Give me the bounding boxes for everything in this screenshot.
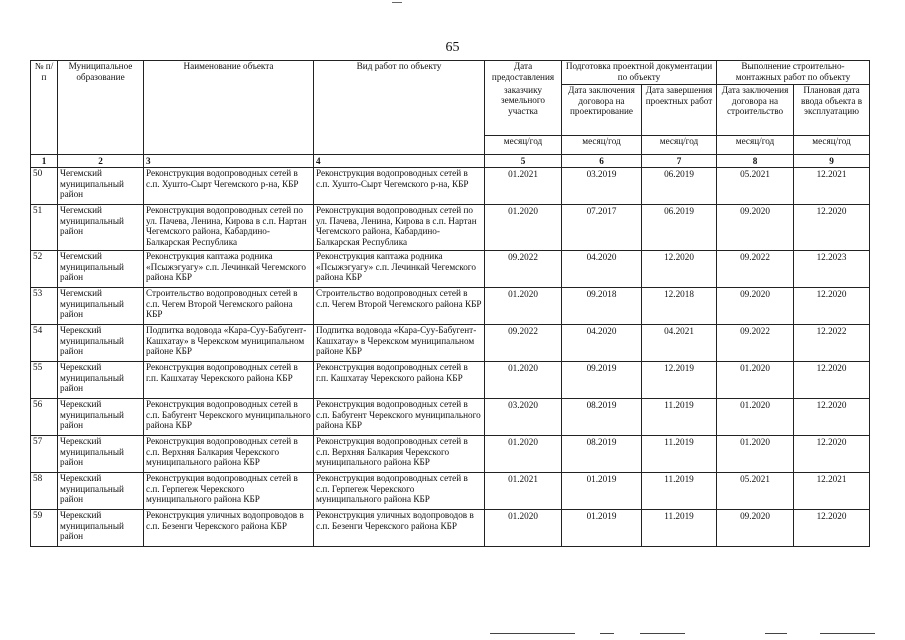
row-land-date: 01.2021 xyxy=(485,473,562,510)
row-number: 58 xyxy=(31,473,58,510)
scan-mark xyxy=(392,2,402,3)
row-design-end-date: 06.2019 xyxy=(642,168,717,205)
row-work-type: Строительство водопроводных сетей в с.п. Чегем Второй Чегемского района КБР xyxy=(314,288,485,325)
row-number: 59 xyxy=(31,510,58,547)
col-number: 2 xyxy=(58,155,144,168)
table-row xyxy=(31,436,870,473)
col-number: 6 xyxy=(562,155,642,168)
row-object-name: Реконструкция водопроводных сетей в с.п. Бабугент Черекского муниципального района КБР xyxy=(144,399,314,436)
row-build-contract-date: 01.2020 xyxy=(717,362,794,399)
row-work-type: Реконструкция каптажа родника «Псыжэгуагу» с.п. Лечинкай Чегемского района КБР xyxy=(314,251,485,288)
row-commission-date: 12.2020 xyxy=(794,399,870,436)
header-date-group: Дата предоставления xyxy=(485,61,562,85)
row-land-date: 03.2020 xyxy=(485,399,562,436)
row-design-contract-date: 01.2019 xyxy=(562,473,642,510)
header-build-plan: Плановая дата ввода объекта в эксплуатацию xyxy=(794,85,870,136)
row-land-date: 01.2020 xyxy=(485,362,562,399)
row-object-name: Реконструкция водопроводных сетей по ул. Пачева, Ленина, Кирова в с.п. Нартан Чегемского района, Кабардино-Балкарская Республика xyxy=(144,205,314,251)
row-design-end-date: 11.2019 xyxy=(642,399,717,436)
row-municipality: Черекский муниципальный район xyxy=(58,325,144,362)
header-design-end: Дата завершения проектных работ xyxy=(642,85,717,136)
table-row xyxy=(31,251,870,288)
header-municipality: Муниципальное образование xyxy=(58,61,144,155)
row-commission-date: 12.2020 xyxy=(794,510,870,547)
row-design-contract-date: 09.2018 xyxy=(562,288,642,325)
table-row xyxy=(31,288,870,325)
row-municipality: Черекский муниципальный район xyxy=(58,510,144,547)
table-row xyxy=(31,510,870,547)
row-design-end-date: 04.2021 xyxy=(642,325,717,362)
row-municipality: Черекский муниципальный район xyxy=(58,399,144,436)
row-object-name: Строительство водопроводных сетей в с.п. Чегем Второй Чегемского района КБР xyxy=(144,288,314,325)
row-design-end-date: 12.2018 xyxy=(642,288,717,325)
row-commission-date: 12.2023 xyxy=(794,251,870,288)
row-design-end-date: 11.2019 xyxy=(642,436,717,473)
row-land-date: 01.2020 xyxy=(485,510,562,547)
row-build-contract-date: 05.2021 xyxy=(717,473,794,510)
row-design-end-date: 12.2019 xyxy=(642,362,717,399)
unit-5: месяц/год xyxy=(485,136,562,155)
row-number: 57 xyxy=(31,436,58,473)
row-commission-date: 12.2022 xyxy=(794,325,870,362)
row-build-contract-date: 05.2021 xyxy=(717,168,794,205)
row-build-contract-date: 09.2022 xyxy=(717,251,794,288)
row-number: 53 xyxy=(31,288,58,325)
header-object: Наименование объекта xyxy=(144,61,314,155)
row-object-name: Реконструкция водопроводных сетей в с.п. Герпегеж Черекского муниципального района КБР xyxy=(144,473,314,510)
header-design-contract: Дата заключения договора на проектирование xyxy=(562,85,642,136)
row-object-name: Реконструкция уличных водопроводов в с.п. Безенги Черекского района КБР xyxy=(144,510,314,547)
row-design-contract-date: 09.2019 xyxy=(562,362,642,399)
row-object-name: Реконструкция водопроводных сетей в г.п. Кашхатау Черекского района КБР xyxy=(144,362,314,399)
row-land-date: 09.2022 xyxy=(485,325,562,362)
row-work-type: Реконструкция уличных водопроводов в с.п. Безенги Черекского района КБР xyxy=(314,510,485,547)
scan-bottom-lines xyxy=(0,632,905,636)
row-design-contract-date: 07.2017 xyxy=(562,205,642,251)
row-work-type: Реконструкция водопроводных сетей по ул. Пачева, Ленина, Кирова в с.п. Нартан Чегемского района, Кабардино-Балкарская Республика xyxy=(314,205,485,251)
row-number: 50 xyxy=(31,168,58,205)
col-number: 9 xyxy=(794,155,870,168)
unit-8: месяц/год xyxy=(717,136,794,155)
row-commission-date: 12.2020 xyxy=(794,362,870,399)
row-land-date: 01.2020 xyxy=(485,288,562,325)
page-number: 65 xyxy=(445,40,460,55)
row-design-end-date: 11.2019 xyxy=(642,510,717,547)
row-commission-date: 12.2020 xyxy=(794,436,870,473)
row-municipality: Черекский муниципальный район xyxy=(58,362,144,399)
row-commission-date: 12.2021 xyxy=(794,473,870,510)
row-design-end-date: 06.2019 xyxy=(642,205,717,251)
row-design-contract-date: 04.2020 xyxy=(562,325,642,362)
row-work-type: Реконструкция водопроводных сетей в с.п. Хушто-Сырт Чегемского р-на, КБР xyxy=(314,168,485,205)
row-number: 52 xyxy=(31,251,58,288)
table-row xyxy=(31,362,870,399)
row-municipality: Чегемский муниципальный район xyxy=(58,205,144,251)
row-work-type: Подпитка водовода «Кара-Суу-Бабугент-Кашхатау» в Черекском муниципальном районе КБР xyxy=(314,325,485,362)
table-row xyxy=(31,205,870,251)
col-number: 1 xyxy=(31,155,58,168)
row-municipality: Черекский муниципальный район xyxy=(58,436,144,473)
header-date-sub: заказчику земельного участка xyxy=(485,85,562,136)
row-commission-date: 12.2020 xyxy=(794,205,870,251)
unit-7: месяц/год xyxy=(642,136,717,155)
table-row xyxy=(31,473,870,510)
table-row xyxy=(31,168,870,205)
row-build-contract-date: 09.2020 xyxy=(717,510,794,547)
row-number: 55 xyxy=(31,362,58,399)
row-work-type: Реконструкция водопроводных сетей в г.п. Кашхатау Черекского района КБР xyxy=(314,362,485,399)
row-build-contract-date: 09.2022 xyxy=(717,325,794,362)
row-design-end-date: 11.2019 xyxy=(642,473,717,510)
table-row xyxy=(31,325,870,362)
row-land-date: 09.2022 xyxy=(485,251,562,288)
col-number: 7 xyxy=(642,155,717,168)
row-municipality: Чегемский муниципальный район xyxy=(58,168,144,205)
row-design-end-date: 12.2020 xyxy=(642,251,717,288)
row-object-name: Реконструкция водопроводных сетей в с.п. Верхняя Балкария Черекского муниципального района КБР xyxy=(144,436,314,473)
unit-6: месяц/год xyxy=(562,136,642,155)
row-commission-date: 12.2021 xyxy=(794,168,870,205)
row-design-contract-date: 08.2019 xyxy=(562,436,642,473)
header-num: № п/п xyxy=(31,61,58,155)
row-design-contract-date: 03.2019 xyxy=(562,168,642,205)
row-number: 54 xyxy=(31,325,58,362)
row-municipality: Чегемский муниципальный район xyxy=(58,251,144,288)
row-commission-date: 12.2020 xyxy=(794,288,870,325)
row-land-date: 01.2021 xyxy=(485,168,562,205)
header-build-contract: Дата заключения договора на строительство xyxy=(717,85,794,136)
row-object-name: Реконструкция водопроводных сетей в с.п. Хушто-Сырт Чегемского р-на, КБР xyxy=(144,168,314,205)
header-design-group: Подготовка проектной документации по объекту xyxy=(562,61,717,85)
col-number: 8 xyxy=(717,155,794,168)
row-object-name: Подпитка водовода «Кара-Суу-Бабугент-Кашхатау» в Черекском муниципальном районе КБР xyxy=(144,325,314,362)
row-design-contract-date: 04.2020 xyxy=(562,251,642,288)
row-land-date: 01.2020 xyxy=(485,205,562,251)
row-number: 51 xyxy=(31,205,58,251)
row-land-date: 01.2020 xyxy=(485,436,562,473)
row-design-contract-date: 01.2019 xyxy=(562,510,642,547)
projects-table xyxy=(30,60,870,547)
row-build-contract-date: 01.2020 xyxy=(717,399,794,436)
row-municipality: Черекский муниципальный район xyxy=(58,473,144,510)
row-build-contract-date: 01.2020 xyxy=(717,436,794,473)
row-build-contract-date: 09.2020 xyxy=(717,205,794,251)
header-work: Вид работ по объекту xyxy=(314,61,485,155)
unit-9: месяц/год xyxy=(794,136,870,155)
row-build-contract-date: 09.2020 xyxy=(717,288,794,325)
col-number: 3 xyxy=(144,155,314,168)
table-body xyxy=(31,168,870,547)
col-number: 5 xyxy=(485,155,562,168)
row-design-contract-date: 08.2019 xyxy=(562,399,642,436)
row-work-type: Реконструкция водопроводных сетей в с.п. Верхняя Балкария Черекского муниципального района КБР xyxy=(314,436,485,473)
table-row xyxy=(31,399,870,436)
header-build-group: Выполнение строительно-монтажных работ по объекту xyxy=(717,61,870,85)
row-municipality: Чегемский муниципальный район xyxy=(58,288,144,325)
row-object-name: Реконструкция каптажа родника «Псыжэгуагу» с.п. Лечинкай Чегемского района КБР xyxy=(144,251,314,288)
col-number: 4 xyxy=(314,155,485,168)
row-work-type: Реконструкция водопроводных сетей в с.п. Герпегеж Черекского муниципального района КБР xyxy=(314,473,485,510)
row-work-type: Реконструкция водопроводных сетей в с.п. Бабугент Черекского муниципального района КБР xyxy=(314,399,485,436)
row-number: 56 xyxy=(31,399,58,436)
